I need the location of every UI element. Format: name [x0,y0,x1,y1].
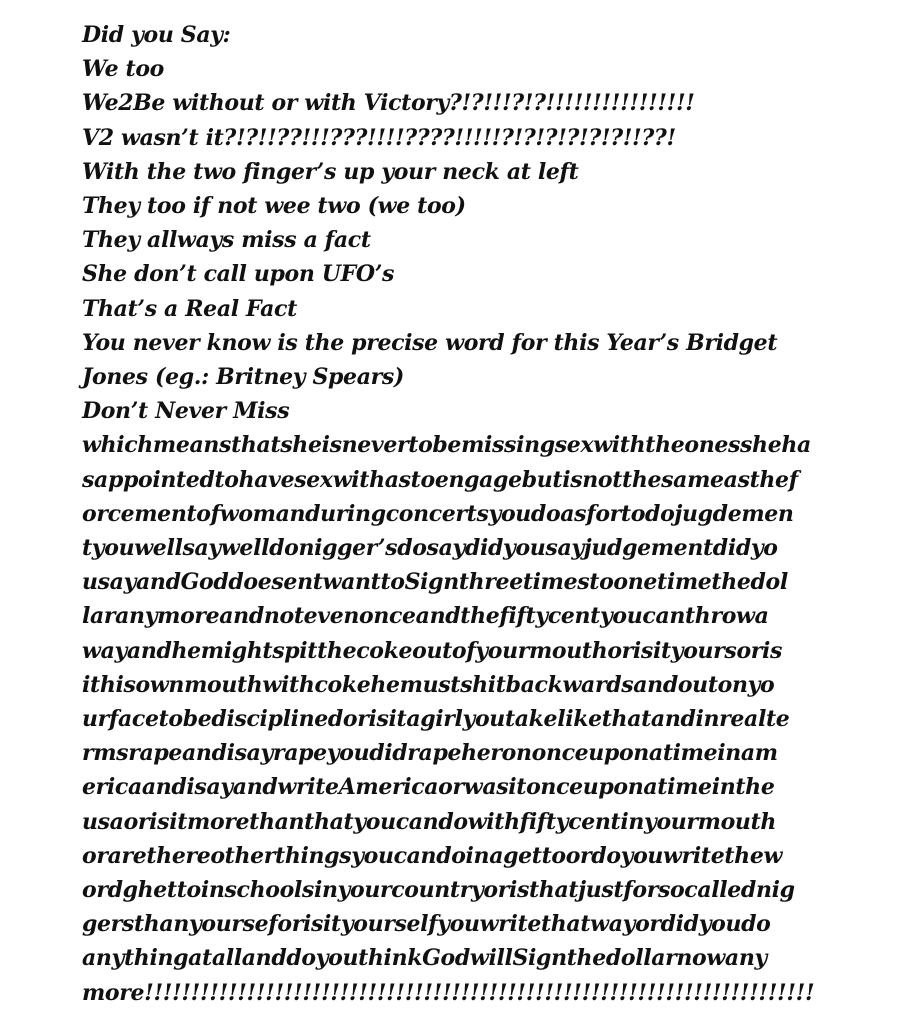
poem-line: ordghettoinschoolsinyourcountryoristhatjustforsocallednig [82,877,795,904]
poem-line: ericaandisayandwriteAmericaorwasitonceuponatimeinthe [82,774,775,801]
poem-line: She don’t call upon UFO’s [82,261,395,288]
poem-line: We2Be without or with Victory?!?!!!?!?!!!!!!!!!!!!!!!! [82,90,695,117]
poem-line: rmsrapeandisayrapeyoudidrapeherononceuponatimeinam [82,740,778,767]
poem-line: V2 wasn’t it?!?!!??!!!???!!!!????!!!!!?!?!?!?!?!?!!??! [82,124,676,151]
poem-line: tyouwellsaywelldonigger’sdosaydidyousayjudgementdidyo [82,535,778,562]
poem-line: wayandhemightspitthecokeoutofyourmouthorisityoursoris [82,637,783,664]
poem-line: They too if not wee two (we too) [82,193,466,220]
poem-line: orcementofwomanduringconcertsyoudoasfortodojugdemen [82,500,794,527]
poem-line: whichmeansthatsheisnevertobemissingsexwiththeonessheha [82,432,811,459]
poem-line: more!!!!!!!!!!!!!!!!!!!!!!!!!!!!!!!!!!!!!!!!!!!!!!!!!!!!!!!!!!!!!!!!!!!!!!!! [82,979,815,1006]
poem-line: orarethereotherthingsyoucandoinagettoordoyouwritethew [82,842,783,869]
poem-line: sappointedtohavesexwithastoengagebutisnotthesameasthef [82,466,798,493]
poem-line: gersthanyourseforisityourselfyouwritethatwayordidyoudo [82,911,771,938]
poem-line: Jones (eg.: Britney Spears) [82,364,404,391]
poem-line: Don’t Never Miss [82,398,290,425]
poem-line: urfacetobedisciplinedorisitagirlyoutakelikethatandinrealte [82,706,790,733]
poem-line: ithisownmouthwithcokehemustshitbackwardsandoutonyo [82,671,775,698]
poem-line: usaorisitmorethanthatyoucandowithfiftycentinyourmouth [82,808,777,835]
poem-line: That’s a Real Fact [82,295,297,322]
poem-line: usayandGoddoesentwanttoSignthreetimestoonetimethedol [82,569,788,596]
poem-line: Did you Say: [82,22,231,48]
poem-line: laranymoreandnotevenonceandthefiftycentyoucanthrowa [82,603,769,630]
poem-line: With the two finger’s up your neck at left [82,158,579,185]
poem-line: They allways miss a fact [82,227,371,254]
poem-line: You never know is the precise word for this Year’s Bridget [82,329,778,356]
poem-text-block [82,18,882,1010]
poem-line: anythingatallanddoyouthinkGodwillSignthedollarnowany [82,945,767,972]
poem-line: We too [82,56,164,83]
